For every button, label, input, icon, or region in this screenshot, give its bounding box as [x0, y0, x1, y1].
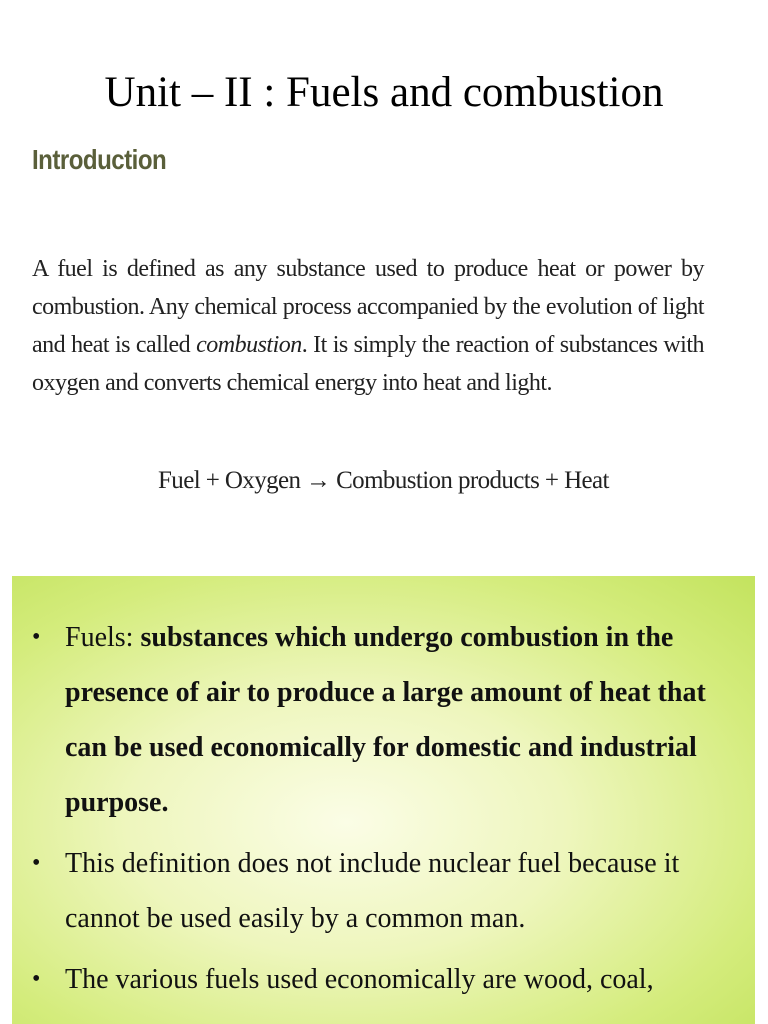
bullet-list: [32, 610, 732, 1013]
bullet-bold-text: substances which undergo combustion in the presence of air to produce a large amount of heat that can be used economically for domestic and industrial purpose.: [65, 622, 706, 818]
bullet-text: This definition does not include nuclear fuel because it cannot be used easily by a common man.: [65, 848, 680, 934]
bullet-lead-text: Fuels:: [65, 622, 141, 653]
bullet-item-fuel-types: [32, 952, 732, 1007]
combustion-term: combustion: [196, 332, 302, 358]
bullet-item-nuclear-exclusion: [32, 836, 732, 946]
introduction-heading: Introduction: [32, 144, 167, 175]
slide-panel: [12, 576, 755, 1024]
introduction-text-part2: . It is simply the reaction of substances with oxygen and converts chemical energy into heat and light.: [32, 332, 704, 396]
bullet-text: The various fuels used economically are wood, coal,: [65, 964, 654, 995]
bullet-dot-icon: •: [32, 966, 41, 992]
bullet-item-fuels-definition: [32, 610, 732, 830]
introduction-text-part1: A fuel is defined as any substance used to produce heat or power by combustion. Any chemical process accompanied by the evolution of light and heat is called: [32, 256, 704, 358]
page-title: Unit – II : Fuels and combustion: [104, 68, 664, 116]
combustion-equation: Fuel + Oxygen → Combustion products + Heat: [158, 467, 609, 494]
introduction-section: [32, 140, 712, 494]
bullet-dot-icon: •: [32, 624, 41, 650]
bullet-dot-icon: •: [32, 850, 41, 876]
introduction-paragraph: [32, 250, 704, 402]
